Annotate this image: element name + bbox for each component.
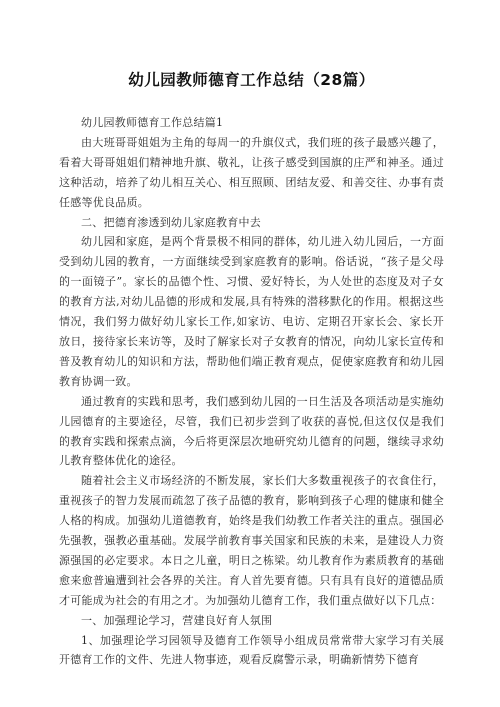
body-paragraph: 随着社会主义市场经济的不断发展，家长们大多数重视孩子的衣食住行，重视孩子的智力发展而疏忽了孩子品德的教育，影响到孩子心理的健康和健全人格的构成。加强幼儿道德教育，始终是我们幼教工作者关注的重点。强国必先强教，强教必重基础。发展学前教育事关国家和民族的未来，是建设人力资源强国的必定要求。本日之儿童，明日之栋梁。幼儿教育作为素质教育的基础愈来愈普遍遭到社会各界的关注。育人首先要育德。只有具有良好的道德品质才可能成为社会的有用之才。为加强幼儿德育工作，我们重点做好以下几点： bbox=[59, 474, 444, 607]
section-heading: 二、把德育渗透到幼儿家庭教育中去 bbox=[81, 215, 261, 229]
section-heading: 幼儿园教师德育工作总结篇1 bbox=[81, 116, 224, 129]
body-paragraph: 通过教育的实践和思考，我们感到幼儿园的一日生活及各项活动是实施幼儿园德育的主要途径，尽管，我们已初步尝到了收获的喜悦,但这仅仅是我们的教育实践和探索点滴，今后将更深层次地研究幼儿德育的问题，继续寻求幼儿教育整体优化的途径。 bbox=[59, 394, 444, 468]
body-paragraph: 由大班哥哥姐姐为主角的每周一的升旗仪式，我们班的孩子最感兴趣了，看着大哥哥姐姐们精神地升旗、敬礼，让孩子感受到国旗的庄严和神圣。通过这种活动，培养了幼儿相互关心、相互照顾、团结友爱、和善交往、办事有责任感等优良品质。 bbox=[59, 135, 444, 209]
body-paragraph: 1、加强理论学习园领导及德育工作领导小组成员常常带大家学习有关展开德育工作的文件、先进人物事迹，观看反腐警示录，明确新情势下德育 bbox=[59, 633, 444, 667]
document-title: 幼儿园教师德育工作总结（28篇） bbox=[128, 71, 375, 89]
body-paragraph: 幼儿园和家庭，是两个背景极不相同的群体，幼儿进入幼儿园后，一方面受到幼儿园的教育，一方面继续受到家庭教育的影响。俗话说，“孩子是父母的一面镜子”。家长的品德个性、习惯、爱好特长，为人处世的态度及对子女的教育方法,对幼儿品德的形成和发展,具有特殊的潜移默化的作用。根据这些情况，我们努力做好幼儿家长工作,如家访、电访、定期召开家长会、家长开放日，接待家长来访等，及时了解家长对子女教育的情况，向幼儿家长宣传和普及教育幼儿的知识和方法，帮助他们端正教育观点，促使家庭教育和幼儿园教育协调一致。 bbox=[59, 235, 444, 388]
section-heading: 一、加强理论学习，营建良好育人氛围 bbox=[81, 613, 273, 627]
